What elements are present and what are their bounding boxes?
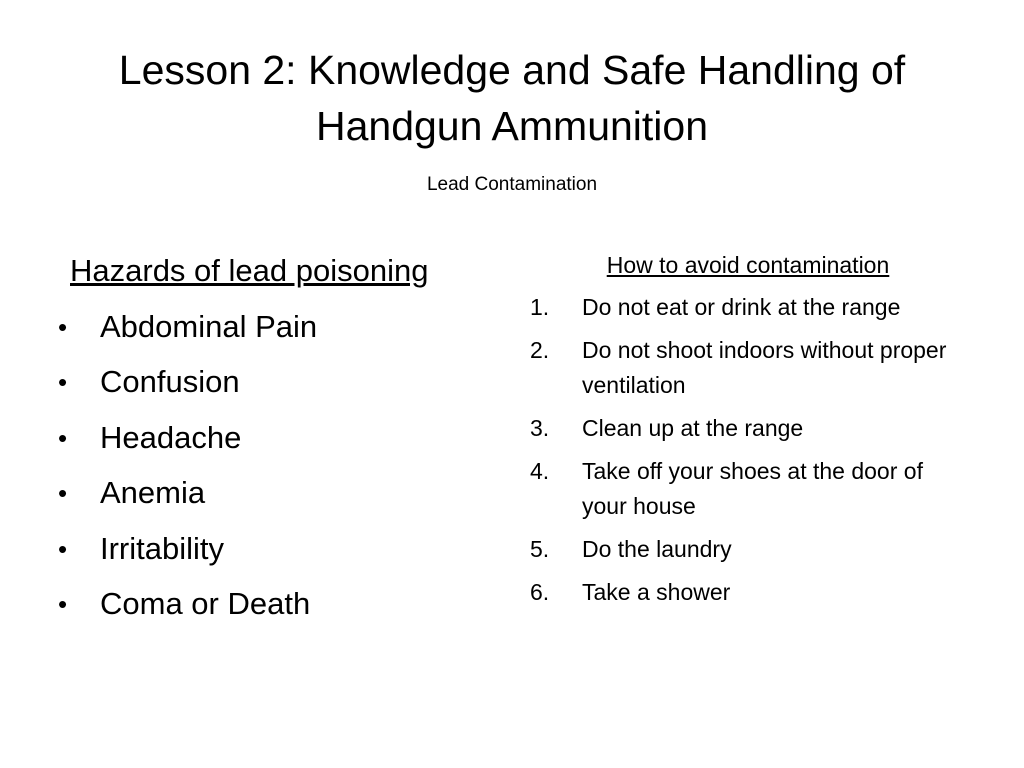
avoid-heading: How to avoid contamination [606,252,890,278]
bullet-icon: • [58,589,68,619]
step-number: 4. [530,458,550,484]
bullet-icon: • [58,422,68,453]
list-item [58,528,498,570]
bullet-icon: • [58,533,68,564]
step-text: Do not eat or drink at the range [582,294,901,320]
hazards-section [58,250,498,625]
list-item [528,290,968,325]
hazard-label: Abdominal Pain [100,308,318,344]
slide-title: Lesson 2: Knowledge and Safe Handling of Handgun Ammunition [118,47,906,149]
hazards-list [58,306,498,626]
step-text: Clean up at the range [582,415,804,441]
avoid-section [528,250,968,610]
list-item [528,575,968,610]
avoid-steps-list [528,290,968,610]
step-text: Take off your shoes at the door of your house [582,458,923,519]
step-number: 1. [530,294,550,320]
step-number: 2. [530,337,550,363]
step-number: 5. [530,536,550,562]
hazard-label: Anemia [100,475,206,510]
step-text: Do the laundry [582,536,732,562]
list-item [528,411,968,446]
bullet-icon: • [58,311,68,342]
list-item [528,532,968,567]
list-item [528,333,968,403]
step-number: 6. [530,579,550,605]
hazards-heading: Hazards of lead poisoning [70,253,429,288]
hazard-label: Headache [100,419,242,455]
hazard-label: Irritability [100,530,225,566]
list-item [58,472,498,514]
bullet-icon: • [58,367,68,397]
list-item [528,454,968,524]
step-text: Do not shoot indoors without proper ventilation [582,337,947,398]
list-item [58,361,498,403]
list-item [58,306,498,348]
hazard-label: Confusion [100,364,240,399]
hazard-label: Coma or Death [100,586,311,621]
step-text: Take a shower [582,579,731,605]
list-item [58,417,498,459]
bullet-icon: • [58,478,68,508]
list-item [58,583,498,625]
slide-subtitle: Lead Contamination [426,174,598,195]
step-number: 3. [530,415,550,441]
